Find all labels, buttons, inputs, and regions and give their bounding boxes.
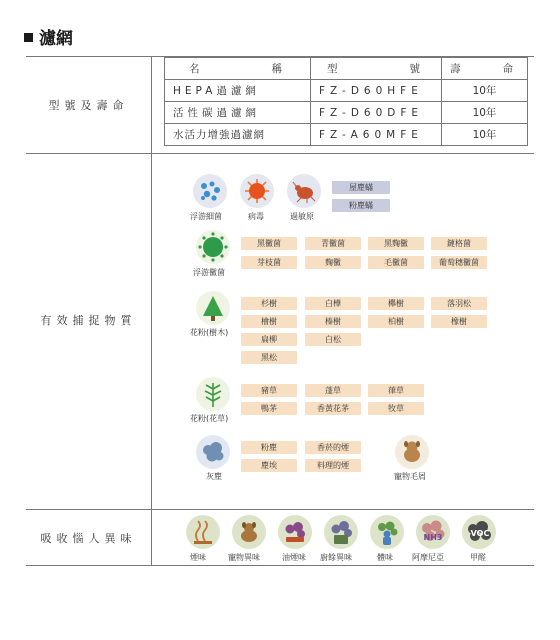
grass-pollen-label: 花粉(花草) bbox=[190, 414, 229, 423]
dust-tag: 塵埃 bbox=[241, 459, 297, 472]
filter-table bbox=[26, 56, 534, 566]
dust-tag: 香菸的煙 bbox=[305, 441, 361, 454]
tree-pollen-icon bbox=[196, 291, 230, 325]
grass-tag: 葎草 bbox=[368, 384, 424, 397]
svg-text:VOC: VOC bbox=[470, 529, 490, 538]
tree-tag: 杉樹 bbox=[241, 297, 297, 310]
dust-tag: 料理的煙 bbox=[305, 459, 361, 472]
dust-icon bbox=[196, 435, 230, 469]
odor-label: 阿摩尼亞 bbox=[412, 553, 444, 562]
virus-label: 病毒 bbox=[248, 212, 264, 221]
tree-tag: 黑松 bbox=[241, 351, 297, 364]
filter-name: HEPA過濾網 bbox=[165, 80, 311, 102]
pet-dander-label: 寵物毛屑 bbox=[394, 472, 426, 481]
allergen-label: 過敏原 bbox=[290, 212, 314, 221]
filter-life: 10年 bbox=[442, 102, 528, 124]
column-divider bbox=[151, 57, 152, 565]
odor-label: 體味 bbox=[377, 553, 393, 562]
grass-tag: 牧草 bbox=[368, 402, 424, 415]
tree-tag: 落羽松 bbox=[431, 297, 487, 310]
odor-label: 煙味 bbox=[190, 553, 206, 562]
filter-name: 活性碳過濾網 bbox=[165, 102, 311, 124]
mold-tag: 芽枝菌 bbox=[241, 256, 297, 269]
filter-name: 水活力增強過濾網 bbox=[165, 124, 311, 146]
tree-tag: 柏樹 bbox=[368, 315, 424, 328]
header-model: 型 號 bbox=[311, 58, 442, 80]
filter-life: 10年 bbox=[442, 80, 528, 102]
pet-smell-icon bbox=[232, 515, 266, 549]
ammonia-icon bbox=[416, 515, 450, 549]
tree-tag: 櫸樹 bbox=[368, 297, 424, 310]
mite-tag: 屋塵蟎 bbox=[332, 181, 390, 194]
pet-dander-icon bbox=[395, 435, 429, 469]
tree-tag: 榛樹 bbox=[305, 315, 361, 328]
table-row bbox=[165, 124, 528, 146]
voc-icon bbox=[462, 515, 496, 549]
filter-life: 10年 bbox=[442, 124, 528, 146]
spec-table bbox=[164, 57, 528, 146]
odor-label: 廚餘異味 bbox=[320, 553, 352, 562]
virus-icon bbox=[240, 174, 274, 208]
grass-tag: 香黃花茅 bbox=[305, 402, 361, 415]
spec-header-row bbox=[165, 58, 528, 80]
dust-tag: 粉塵 bbox=[241, 441, 297, 454]
tree-pollen-label: 花粉(樹木) bbox=[190, 328, 229, 337]
header-life: 壽 命 bbox=[442, 58, 528, 80]
square-bullet-icon bbox=[24, 33, 33, 42]
odor-label: 甲醛 bbox=[470, 553, 486, 562]
tree-tag: 白樺 bbox=[305, 297, 361, 310]
odor-label: 寵物異味 bbox=[228, 553, 260, 562]
mold-tag: 麴黴 bbox=[305, 256, 361, 269]
tree-tag: 橡樹 bbox=[431, 315, 487, 328]
body-odor-icon bbox=[370, 515, 404, 549]
grass-tag: 蓬草 bbox=[305, 384, 361, 397]
mold-tag: 黑麴黴 bbox=[368, 237, 424, 250]
section-title-text: 濾網 bbox=[39, 29, 73, 49]
filter-model: FZ-D60HFE bbox=[311, 80, 442, 102]
smoke-smell-icon bbox=[186, 515, 220, 549]
cooking-smell-icon bbox=[278, 515, 312, 549]
tree-tag: 白松 bbox=[305, 333, 361, 346]
row-divider bbox=[26, 509, 534, 510]
mite-icon bbox=[287, 174, 321, 208]
table-row bbox=[165, 102, 528, 124]
mold-tag: 鏈格菌 bbox=[431, 237, 487, 250]
svg-text:NH3: NH3 bbox=[423, 533, 443, 542]
bacteria-label: 浮游細菌 bbox=[190, 212, 222, 221]
filter-model: FZ-A60MFE bbox=[311, 124, 442, 146]
mite-tag: 粉塵蟎 bbox=[332, 199, 390, 212]
mold-tag: 葡萄穗黴菌 bbox=[431, 256, 487, 269]
mold-label: 浮游黴菌 bbox=[193, 268, 225, 277]
header-name: 名 稱 bbox=[165, 58, 311, 80]
tree-tag: 扁柳 bbox=[241, 333, 297, 346]
grass-tag: 鴨茅 bbox=[241, 402, 297, 415]
capture-row-label: 有效捕捉物質 bbox=[40, 314, 137, 327]
tree-tag: 檜樹 bbox=[241, 315, 297, 328]
mold-tag: 青黴菌 bbox=[305, 237, 361, 250]
garbage-smell-icon bbox=[324, 515, 358, 549]
grass-tag: 豬草 bbox=[241, 384, 297, 397]
filter-model: FZ-D60DFE bbox=[311, 102, 442, 124]
mold-icon bbox=[196, 230, 230, 264]
spec-row-label: 型號及壽命 bbox=[48, 99, 129, 112]
row-divider bbox=[26, 153, 534, 154]
odor-row-label: 吸收惱人異味 bbox=[40, 532, 137, 545]
section-title bbox=[24, 24, 73, 49]
mold-tag: 毛黴菌 bbox=[368, 256, 424, 269]
odor-label: 油煙味 bbox=[282, 553, 306, 562]
bacteria-icon bbox=[193, 174, 227, 208]
dust-label: 灰塵 bbox=[206, 472, 222, 481]
table-row bbox=[165, 80, 528, 102]
grass-pollen-icon bbox=[196, 377, 230, 411]
mold-tag: 黑黴菌 bbox=[241, 237, 297, 250]
